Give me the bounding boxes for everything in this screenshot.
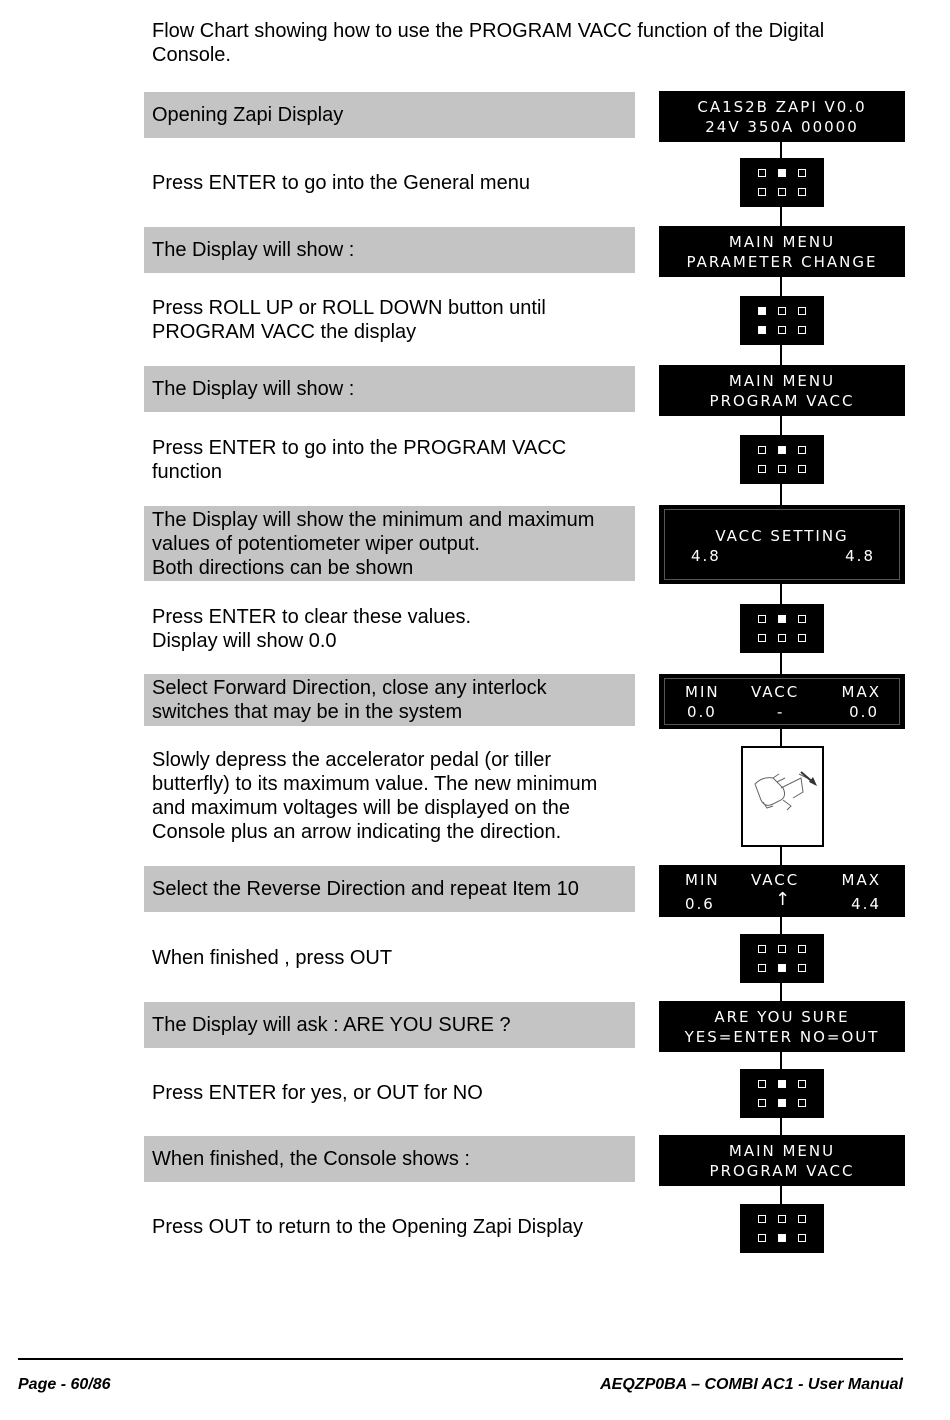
keypad-key xyxy=(778,188,786,196)
keypad-key xyxy=(758,169,766,177)
keypad-key xyxy=(798,1080,806,1088)
step-row-14 xyxy=(144,1070,635,1116)
step-row-10 xyxy=(144,747,635,845)
keypad-active-key xyxy=(778,169,786,177)
keypad-key xyxy=(798,169,806,177)
keypad-active-key xyxy=(778,1080,786,1088)
step-text: The Display will show the minimum and maximum values of potentiometer wiper output. Both directions can be shown xyxy=(152,508,595,579)
step-text: When finished, the Console shows : xyxy=(152,1148,470,1170)
footer-page-number: Page - 60/86 xyxy=(18,1376,111,1393)
step-text: The Display will show : xyxy=(152,239,355,261)
console-display-2 xyxy=(659,226,905,277)
step-text: Press ENTER to go into the General menu xyxy=(152,172,530,194)
step-row-9 xyxy=(144,674,635,726)
keypad-key xyxy=(798,964,806,972)
keypad-key xyxy=(758,188,766,196)
keypad-active-key xyxy=(778,964,786,972)
console-display-3 xyxy=(659,365,905,416)
keypad-key xyxy=(798,188,806,196)
step-row-4 xyxy=(144,295,635,345)
console-display-4 xyxy=(659,505,905,584)
step-row-2 xyxy=(144,160,635,206)
keypad-active-key xyxy=(778,1234,786,1242)
display-line-2: PROGRAM VACC xyxy=(709,1162,855,1180)
display-line-1: MAIN MENU xyxy=(728,372,836,390)
console-display-5 xyxy=(659,674,905,729)
keypad-key xyxy=(778,465,786,473)
step-row-12 xyxy=(144,935,635,981)
display-line-1: ARE YOU SURE xyxy=(714,1008,850,1026)
console-display-8 xyxy=(659,1135,905,1186)
display-vacc-label: VACC xyxy=(751,683,800,701)
intro-text: Flow Chart showing how to use the PROGRAM VACC function of the Digital Console. xyxy=(152,20,825,66)
step-text: Opening Zapi Display xyxy=(152,104,344,126)
keypad-key xyxy=(798,465,806,473)
keypad-key xyxy=(798,634,806,642)
keypad-icon xyxy=(740,934,824,983)
keypad-key xyxy=(778,307,786,315)
keypad-key xyxy=(778,634,786,642)
keypad-key xyxy=(778,945,786,953)
display-min-value: 0.0 xyxy=(687,703,717,721)
keypad-key xyxy=(758,1099,766,1107)
keypad-icon xyxy=(740,435,824,484)
keypad-active-key xyxy=(758,326,766,334)
keypad-key xyxy=(798,615,806,623)
step-text: Press OUT to return to the Opening Zapi Display xyxy=(152,1216,583,1238)
step-text: The Display will show : xyxy=(152,378,355,400)
step-row-3 xyxy=(144,227,635,273)
keypad-active-key xyxy=(778,1099,786,1107)
keypad-key xyxy=(798,326,806,334)
keypad-key xyxy=(798,1234,806,1242)
display-left-value: 4.8 xyxy=(691,547,721,565)
display-line-2: PARAMETER CHANGE xyxy=(686,253,878,271)
step-text: Press ROLL UP or ROLL DOWN button until PROGRAM VACC the display xyxy=(152,297,546,343)
step-text: Press ENTER to go into the PROGRAM VACC function xyxy=(152,437,567,483)
step-text: When finished , press OUT xyxy=(152,947,393,969)
keypad-key xyxy=(758,945,766,953)
display-line-2: YES=ENTER NO=OUT xyxy=(684,1028,880,1046)
step-row-15 xyxy=(144,1136,635,1182)
display-line-1: CA1S2B ZAPI V0.0 xyxy=(697,98,867,116)
console-display-1 xyxy=(659,91,905,142)
display-line-2: PROGRAM VACC xyxy=(709,392,855,410)
keypad-key xyxy=(798,446,806,454)
keypad-icon xyxy=(740,1069,824,1118)
step-text: The Display will ask : ARE YOU SURE ? xyxy=(152,1014,511,1036)
keypad-active-key xyxy=(758,307,766,315)
keypad-key xyxy=(758,1080,766,1088)
keypad-key xyxy=(778,326,786,334)
keypad-key xyxy=(758,1234,766,1242)
step-text: Slowly depress the accelerator pedal (or tiller butterfly) to its maximum value. The new minimum and maximum voltages will be displayed on the Console plus an arrow indicating the direction. xyxy=(152,749,598,843)
display-direction: - xyxy=(777,703,785,721)
console-display-6 xyxy=(659,865,905,917)
step-row-8 xyxy=(144,603,635,655)
display-right-value: 4.8 xyxy=(845,547,875,565)
display-max-label: MAX xyxy=(841,871,881,889)
keypad-key xyxy=(798,1099,806,1107)
footer-divider xyxy=(18,1358,903,1360)
keypad-icon xyxy=(740,158,824,207)
keypad-key xyxy=(758,634,766,642)
display-min-label: MIN xyxy=(685,683,720,701)
display-min-value: 0.6 xyxy=(685,895,715,913)
keypad-key xyxy=(758,964,766,972)
display-line-1: VACC SETTING xyxy=(715,527,849,545)
keypad-key xyxy=(798,307,806,315)
step-row-6 xyxy=(144,434,635,486)
display-max-value: 4.4 xyxy=(851,895,881,913)
keypad-key xyxy=(758,615,766,623)
step-text: Press ENTER for yes, or OUT for NO xyxy=(152,1082,483,1104)
keypad-key xyxy=(778,1215,786,1223)
display-max-label: MAX xyxy=(841,683,881,701)
step-row-5 xyxy=(144,366,635,412)
keypad-icon xyxy=(740,604,824,653)
step-row-16 xyxy=(144,1204,635,1250)
keypad-key xyxy=(798,945,806,953)
display-line-1: MAIN MENU xyxy=(728,1142,836,1160)
step-row-11 xyxy=(144,866,635,912)
step-row-13 xyxy=(144,1002,635,1048)
display-vacc-label: VACC xyxy=(751,871,800,889)
keypad-key xyxy=(758,446,766,454)
keypad-active-key xyxy=(778,446,786,454)
step-text: Press ENTER to clear these values. Display will show 0.0 xyxy=(152,606,472,652)
pedal-illustration-icon xyxy=(741,746,824,847)
display-min-label: MIN xyxy=(685,871,720,889)
keypad-icon xyxy=(740,1204,824,1253)
keypad-key xyxy=(798,1215,806,1223)
step-row-7 xyxy=(144,506,635,581)
display-direction-arrow: ↑ xyxy=(775,889,793,910)
keypad-key xyxy=(758,1215,766,1223)
console-display-7 xyxy=(659,1001,905,1052)
footer-document-title: AEQZP0BA – COMBI AC1 - User Manual xyxy=(600,1376,903,1393)
keypad-active-key xyxy=(778,615,786,623)
step-text: Select the Reverse Direction and repeat Item 10 xyxy=(152,878,579,900)
keypad-icon xyxy=(740,296,824,345)
step-row-1 xyxy=(144,92,635,138)
display-line-1: MAIN MENU xyxy=(728,233,836,251)
display-line-2: 24V 350A 00000 xyxy=(705,118,859,136)
step-text: Select Forward Direction, close any interlock switches that may be in the system xyxy=(152,677,547,723)
display-max-value: 0.0 xyxy=(849,703,879,721)
keypad-key xyxy=(758,465,766,473)
